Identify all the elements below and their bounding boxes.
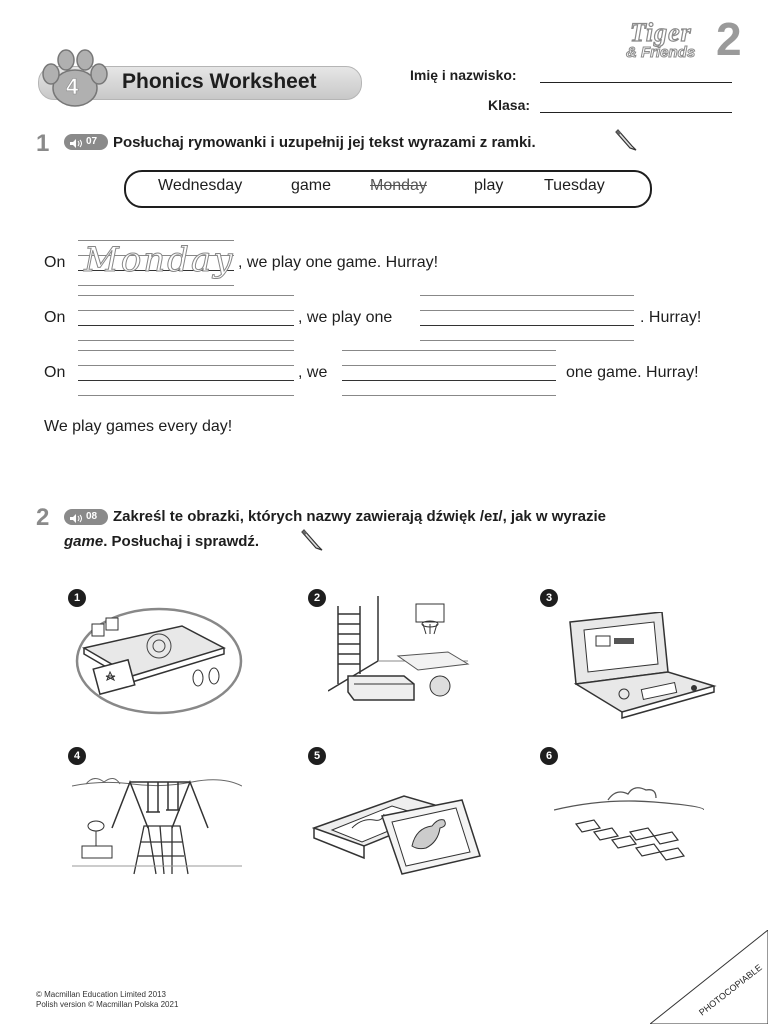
- answer-line-3a[interactable]: [78, 350, 294, 396]
- logo-word-tiger: Tiger: [630, 18, 692, 47]
- page-title: Phonics Worksheet: [122, 70, 317, 93]
- speaker-icon: [70, 513, 82, 529]
- picture-number-2: 2: [308, 589, 326, 607]
- hopscotch-icon[interactable]: [554, 780, 704, 870]
- exercise-2-instruction-line1: Zakreśl te obrazki, których nazwy zawierają dźwięk /eɪ/, jak w wyrazie: [113, 508, 606, 525]
- exercise-2-number: 2: [36, 504, 50, 531]
- board-game-icon[interactable]: [74, 606, 244, 716]
- exercise-1-instruction: Posłuchaj rymowanki i uzupełnij jej tekst wyrazami z ramki.: [113, 134, 536, 151]
- answer-line-2b[interactable]: [420, 295, 634, 341]
- word-monday-crossed: Monday: [370, 177, 427, 194]
- pencil-icon: [614, 126, 638, 156]
- word-wednesday: Wednesday: [158, 177, 243, 194]
- paw-icon: [38, 48, 112, 108]
- line3-start: On: [44, 364, 66, 381]
- answer-line-2a[interactable]: [78, 295, 294, 341]
- copyright-line-1: © Macmillan Education Limited 2013: [36, 990, 166, 999]
- logo-word-friends: & Friends: [626, 44, 696, 61]
- logo-level-number: 2: [716, 13, 742, 65]
- class-field[interactable]: [540, 112, 732, 113]
- answer-line-3b[interactable]: [342, 350, 556, 396]
- speaker-icon: [70, 138, 82, 154]
- class-label: Klasa:: [488, 97, 531, 113]
- audio-track-08[interactable]: [64, 509, 108, 525]
- line3-end: one game. Hurray!: [566, 364, 699, 381]
- name-label: Imię i nazwisko:: [410, 67, 517, 83]
- word-game: game: [291, 177, 332, 194]
- copyright-notice: [36, 990, 178, 1010]
- line1-end: , we play one game. Hurray!: [238, 254, 439, 271]
- picture-number-5: 5: [308, 747, 326, 765]
- line3-mid: , we: [298, 364, 328, 381]
- picture-number-6: 6: [540, 747, 558, 765]
- gym-icon[interactable]: [328, 596, 478, 716]
- instruction-end: . Posłuchaj i sprawdź.: [103, 533, 260, 550]
- audio-track-07[interactable]: [64, 134, 108, 150]
- line2-mid: , we play one: [298, 309, 393, 326]
- example-word-game: game: [64, 533, 104, 550]
- audio-track-number: 07: [86, 136, 98, 147]
- exercise-1-number: 1: [36, 130, 50, 157]
- game-console-icon[interactable]: [562, 612, 722, 722]
- playground-icon[interactable]: [72, 766, 242, 878]
- tiger-friends-logo: [612, 14, 752, 66]
- picture-number-1: 1: [68, 589, 86, 607]
- line2-end: . Hurray!: [640, 309, 702, 326]
- exercise-2-instruction-line2: [64, 533, 259, 550]
- picture-number-4: 4: [68, 747, 86, 765]
- unit-number: 4: [66, 74, 79, 99]
- copyright-line-2: Polish version © Macmillan Polska 2021: [36, 1000, 179, 1009]
- line4: We play games every day!: [44, 418, 233, 435]
- photocopiable-label: PHOTOCOPIABLE: [697, 962, 764, 1018]
- word-play: play: [474, 177, 504, 194]
- audio-track-number: 08: [86, 511, 98, 522]
- example-answer: Monday: [84, 240, 235, 280]
- dinosaur-cards-icon[interactable]: [312, 786, 482, 880]
- picture-number-3: 3: [540, 589, 558, 607]
- name-field[interactable]: [540, 82, 732, 83]
- pencil-icon: [300, 526, 324, 556]
- line1-start: On: [44, 254, 66, 271]
- photocopiable-corner: [650, 930, 768, 1024]
- line2-start: On: [44, 309, 66, 326]
- word-tuesday: Tuesday: [544, 177, 605, 194]
